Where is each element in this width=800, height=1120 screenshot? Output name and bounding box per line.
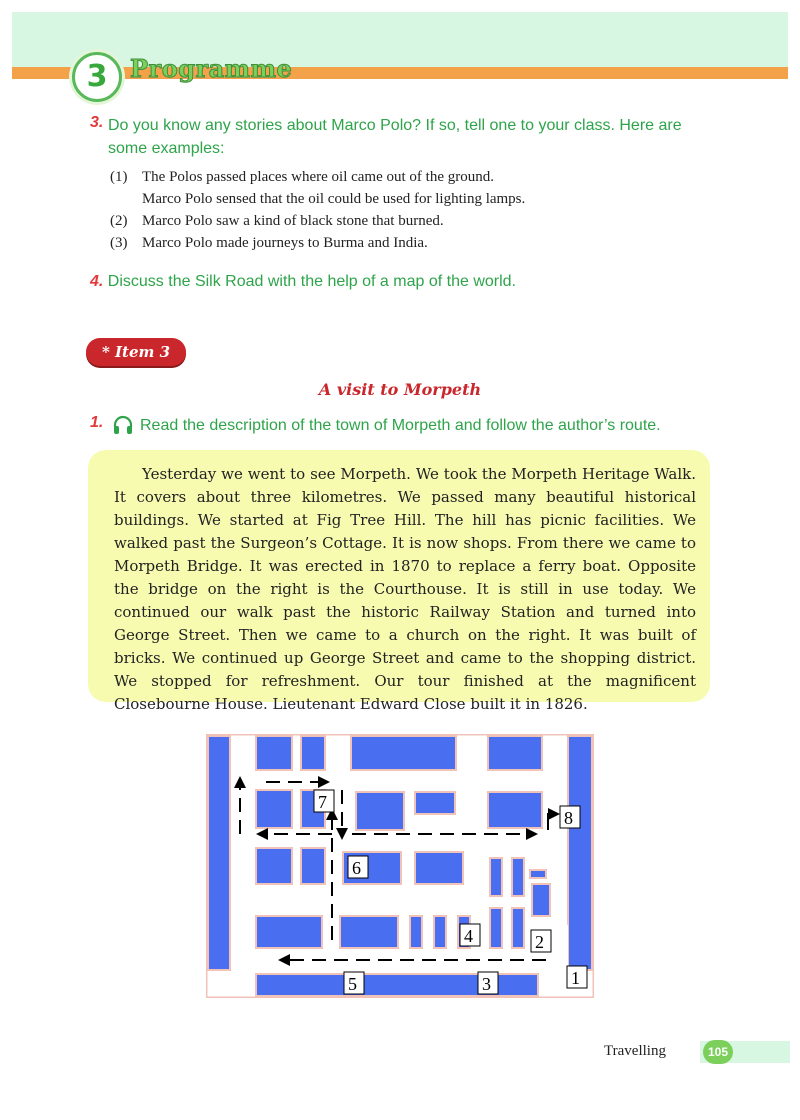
map-label: 3 xyxy=(482,974,491,994)
map-block xyxy=(208,736,230,970)
map-block xyxy=(415,792,455,814)
map-block xyxy=(415,852,463,884)
example-number: (3) xyxy=(110,235,128,251)
map-label: 8 xyxy=(564,808,573,828)
example-text: Marco Polo made journeys to Burma and India. xyxy=(142,235,428,251)
map-block xyxy=(256,916,322,948)
example-text: The Polos passed places where oil came out of the ground. xyxy=(142,169,494,185)
header-stripe xyxy=(12,67,788,79)
map-block xyxy=(434,916,446,948)
map-label: 2 xyxy=(535,932,544,952)
example-text: Marco Polo saw a kind of black stone that burned. xyxy=(142,213,444,229)
question-4 xyxy=(90,270,710,293)
question-3-text: Do you know any stories about Marco Polo? If so, tell one to your class. Here are some examples: xyxy=(108,117,682,157)
map-label: 5 xyxy=(348,974,357,994)
example-item xyxy=(110,232,670,254)
map-block xyxy=(530,870,546,878)
map-block xyxy=(256,848,292,884)
map-block xyxy=(301,736,325,770)
passage-text: Yesterday we went to see Morpeth. We took the Morpeth Heritage Walk. It covers about three kilometres. We passed many beautiful historical buildings. We started at Fig Tree Hill. The hill has picnic facilities. We walked past the Surgeon’s Cottage. It is now shops. From there we came to Morpeth Bridge. It was erected in 1870 to replace a ferry boat. Opposite the bridge on the right is the Courthouse. It is still in use today. We continued our walk past the historic Railway Station and turned into George Street. Then we came to a church on the right. It was built of bricks. We continued up George Street and came to the shopping district. We stopped for refreshment. Our tour finished at the magnificent Closebourne House. Lieutenant Edward Close built it in 1826. xyxy=(114,465,696,713)
map-block xyxy=(488,792,542,828)
header-band xyxy=(12,12,788,70)
question-4-number: 4. xyxy=(90,273,104,290)
map-label: 1 xyxy=(571,968,580,988)
item-subtitle: A visit to Morpeth xyxy=(318,380,482,399)
question-3-number: 3. xyxy=(90,114,104,131)
map-block xyxy=(490,858,502,896)
item-question-1-number: 1. xyxy=(90,414,104,431)
example-number: (2) xyxy=(110,213,128,229)
question-4-text: Discuss the Silk Road with the help of a map of the world. xyxy=(107,273,516,290)
route-map xyxy=(206,734,594,998)
map-block xyxy=(490,908,502,948)
map-label: 6 xyxy=(352,858,361,878)
item-badge: * Item 3 xyxy=(86,338,186,366)
map-block xyxy=(356,792,404,830)
example-item xyxy=(110,166,670,210)
map-label: 4 xyxy=(464,926,473,946)
example-item xyxy=(110,210,670,232)
footer-label: Travelling xyxy=(604,1043,666,1059)
map-block xyxy=(568,736,592,970)
map-block xyxy=(532,884,550,916)
section-title: Programme xyxy=(130,54,293,83)
example-number: (1) xyxy=(110,169,128,185)
headphones-icon[interactable] xyxy=(112,414,134,441)
item-question-1-text: Read the description of the town of Morpeth and follow the author’s route. xyxy=(140,417,661,434)
map-block xyxy=(488,736,542,770)
map-block xyxy=(512,858,524,896)
map-block xyxy=(410,916,422,948)
map-block xyxy=(256,736,292,770)
map-block xyxy=(301,848,325,884)
section-number: 3 xyxy=(72,52,122,102)
map-label: 7 xyxy=(318,792,327,812)
map-block xyxy=(256,790,292,828)
map-block xyxy=(340,916,398,948)
map-block xyxy=(512,908,524,948)
map-block xyxy=(351,736,456,770)
example-text: Marco Polo sensed that the oil could be used for lighting lamps. xyxy=(142,191,526,207)
examples-list xyxy=(110,166,670,254)
page-number: 105 xyxy=(703,1040,733,1064)
